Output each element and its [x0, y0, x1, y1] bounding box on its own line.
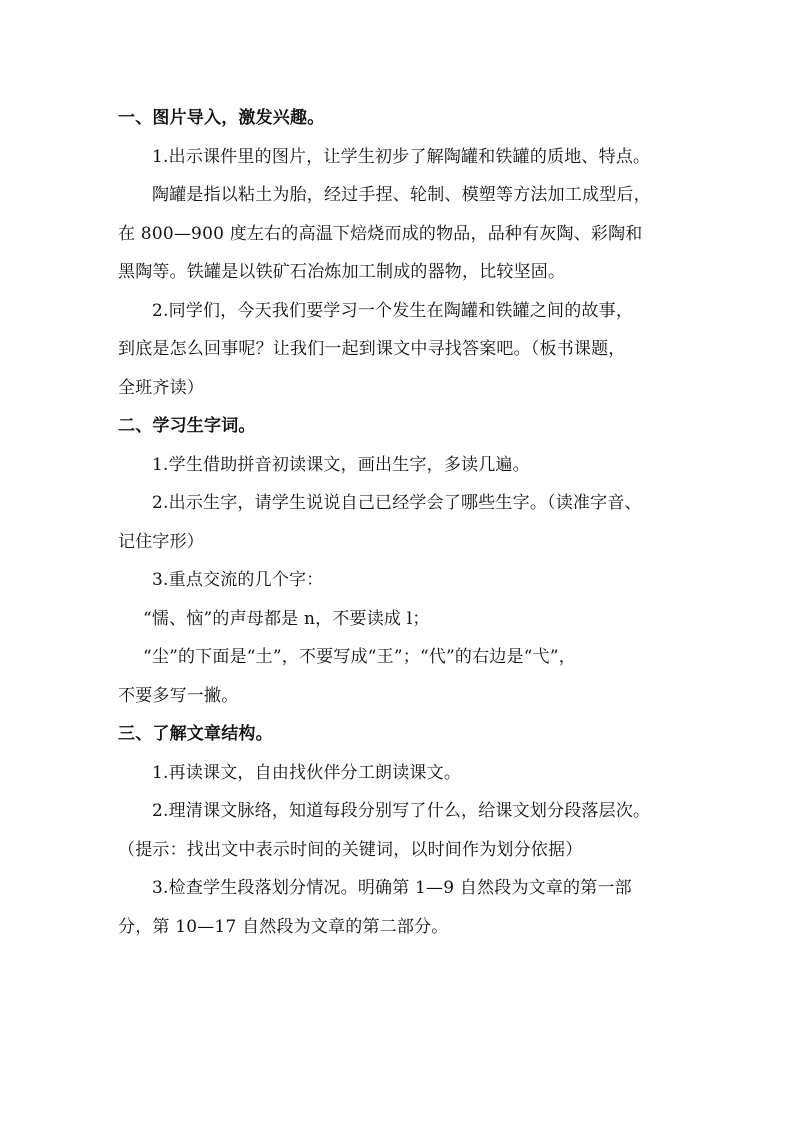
section2-note2-line1: “尘”的下面是“土”，不要写成“王”；“代”的右边是“弋”，	[143, 647, 576, 667]
section2-note2-line2: 不要多写一撇。	[118, 685, 239, 706]
section2-item2-line1: 2.出示生字，请学生说说自己已经学会了哪些生字。（读准字音、	[152, 493, 642, 513]
section3-item2-line1: 2.理清课文脉络，知道每段分别写了什么，给课文划分段落层次。	[152, 801, 651, 821]
section1-item2-line2: 到底是怎么回事呢？让我们一起到课文中寻找答案吧。（板书课题，	[118, 339, 626, 359]
section3-item2-line2: （提示：找出文中表示时间的关键词，以时间作为划分依据）	[118, 839, 583, 860]
section2-item2-line2: 记住字形）	[118, 531, 204, 552]
section1-paragraph-line1: 陶罐是指以粘土为胎，经过手捏、轮制、模塑等方法加工成型后，	[152, 185, 651, 205]
document-body	[118, 99, 678, 946]
section2-note1: “懦、恼”的声母都是 n，不要读成 l；	[143, 608, 430, 629]
section1-item2-line3: 全班齐读）	[118, 377, 204, 398]
section1-item1: 1.出示课件里的图片，让学生初步了解陶罐和铁罐的质地、特点。	[152, 146, 651, 167]
section-heading-2: 二、学习生字词。	[118, 416, 256, 436]
section3-item3-line2: 分，第 10—17 自然段为文章的第二部分。	[118, 916, 449, 937]
section-heading-3: 三、了解文章结构。	[118, 724, 273, 744]
section2-item3: 3.重点交流的几个字：	[152, 570, 324, 590]
section1-paragraph-line2: 在 800—900 度左右的高温下焙烧而成的物品，品种有灰陶、彩陶和	[118, 223, 643, 244]
section1-item2-line1: 2.同学们，今天我们要学习一个发生在陶罐和铁罐之间的故事，	[152, 300, 634, 321]
section3-item1: 1.再读课文，自由找伙伴分工朗读课文。	[152, 762, 462, 783]
section2-item1: 1.学生借助拼音初读课文，画出生字，多读几遍。	[152, 454, 530, 475]
section1-paragraph-line3: 黑陶等。铁罐是以铁矿石冶炼加工制成的器物，比较坚固。	[118, 262, 566, 282]
section3-item3-line1: 3.检查学生段落划分情况。明确第 1—9 自然段为文章的第一部	[152, 878, 632, 898]
section-heading-1: 一、图片导入，激发兴趣。	[118, 108, 325, 128]
